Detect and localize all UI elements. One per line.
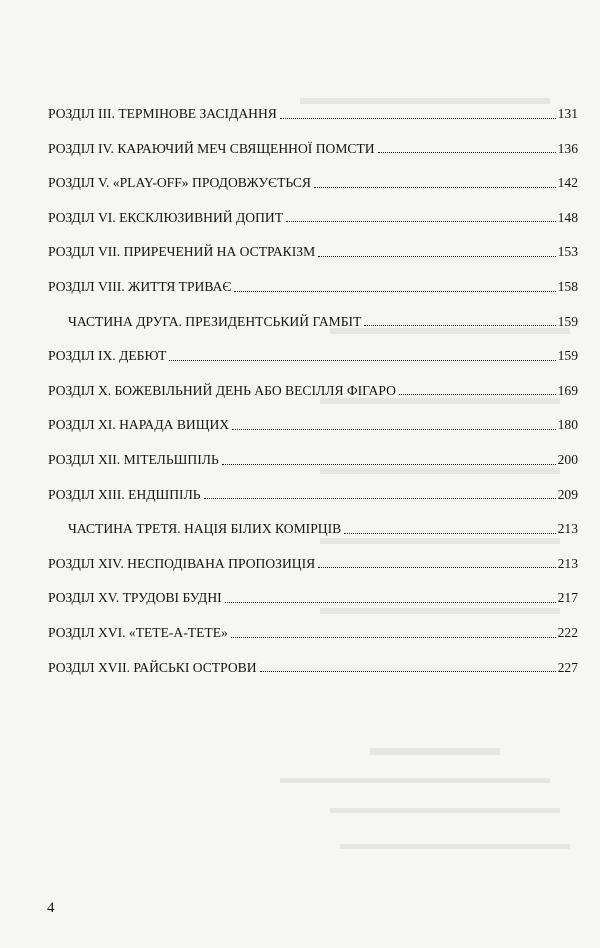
toc-entry <box>48 363 578 398</box>
toc-entry-title: РОЗДІЛ XIV. НЕСПОДІВАНА ПРОПОЗИЦІЯ <box>48 555 316 571</box>
toc-entry-title: РОЗДІЛ XVI. «ТЕТЕ-А-ТЕТЕ» <box>48 624 228 640</box>
toc-entry-title: ЧАСТИНА ТРЕТЯ. НАЦІЯ БІЛИХ КОМІРЦІВ <box>68 521 342 537</box>
dot-leader <box>222 464 556 465</box>
dot-leader <box>280 118 556 119</box>
toc-entry-page: 142 <box>557 175 578 191</box>
toc-entry <box>48 397 578 432</box>
toc-entry <box>48 640 578 675</box>
toc-entry <box>48 86 578 121</box>
toc-entry-title: РОЗДІЛ III. ТЕРМІНОВЕ ЗАСІДАННЯ <box>48 106 277 121</box>
toc-entry-page: 136 <box>557 140 578 156</box>
dot-leader <box>364 325 555 326</box>
toc-part-heading <box>48 294 578 329</box>
toc-part-heading <box>48 501 578 536</box>
toc-entry-page: 158 <box>557 278 578 294</box>
toc-entry-page: 213 <box>557 521 578 537</box>
toc-entry-title: РОЗДІЛ XIII. ЕНДШПІЛЬ <box>48 486 201 502</box>
toc-entry-page: 159 <box>557 313 578 329</box>
dot-leader <box>232 429 556 430</box>
bleed-through-line <box>280 770 550 783</box>
table-of-contents <box>48 86 578 674</box>
bleed-through-line <box>340 836 570 849</box>
toc-entry-title: РОЗДІЛ XII. МІТЕЛЬШПІЛЬ <box>48 451 219 467</box>
toc-entry-title: РОЗДІЛ IV. КАРАЮЧИЙ МЕЧ СВЯЩЕННОЇ ПОМСТИ <box>48 140 375 156</box>
toc-entry <box>48 605 578 640</box>
toc-entry-title: РОЗДІЛ VII. ПРИРЕЧЕНИЙ НА ОСТРАКІЗМ <box>48 244 316 260</box>
toc-entry <box>48 155 578 190</box>
toc-entry <box>48 190 578 225</box>
toc-entry-title: РОЗДІЛ V. «PLAY-OFF» ПРОДОВЖУЄТЬСЯ <box>48 175 311 191</box>
toc-entry-page: 148 <box>557 209 578 225</box>
toc-entry-page: 222 <box>557 624 578 640</box>
toc-entry-page: 200 <box>557 451 578 467</box>
dot-leader <box>286 221 556 222</box>
dot-leader <box>344 533 555 534</box>
bleed-through-line <box>370 740 500 755</box>
bleed-through-line <box>330 800 560 813</box>
page-number: 4 <box>47 900 55 916</box>
dot-leader <box>314 187 556 188</box>
toc-entry-page: 213 <box>557 555 578 571</box>
toc-entry-page: 227 <box>557 659 578 675</box>
toc-entry-title: РОЗДІЛ X. БОЖЕВІЛЬНИЙ ДЕНЬ АБО ВЕСІЛЛЯ ФІГАРО <box>48 382 396 398</box>
toc-entry-title: РОЗДІЛ IX. ДЕБЮТ <box>48 348 167 364</box>
toc-entry <box>48 328 578 363</box>
toc-entry-page: 159 <box>557 348 578 364</box>
toc-entry <box>48 570 578 605</box>
toc-entry <box>48 224 578 259</box>
dot-leader <box>260 671 556 672</box>
dot-leader <box>204 498 556 499</box>
toc-entry-page: 209 <box>557 486 578 502</box>
dot-leader <box>169 360 555 361</box>
toc-entry-page: 131 <box>557 106 578 121</box>
toc-entry-title: ЧАСТИНА ДРУГА. ПРЕЗИДЕНТСЬКИЙ ГАМБІТ <box>68 313 362 329</box>
toc-entry-title: РОЗДІЛ XV. ТРУДОВІ БУДНІ <box>48 590 222 606</box>
toc-entry <box>48 121 578 156</box>
dot-leader <box>318 567 555 568</box>
toc-entry-title: РОЗДІЛ XVII. РАЙСЬКІ ОСТРОВИ <box>48 659 257 675</box>
toc-entry-page: 217 <box>557 590 578 606</box>
toc-entry-title: РОЗДІЛ VI. ЕКСКЛЮЗИВНИЙ ДОПИТ <box>48 209 284 225</box>
dot-leader <box>399 394 556 395</box>
dot-leader <box>318 256 555 257</box>
toc-entry <box>48 432 578 467</box>
dot-leader <box>234 291 555 292</box>
toc-entry <box>48 536 578 571</box>
toc-entry-title: РОЗДІЛ XI. НАРАДА ВИЩИХ <box>48 417 230 433</box>
toc-entry-page: 180 <box>557 417 578 433</box>
dot-leader <box>378 152 556 153</box>
toc-entry-page: 153 <box>557 244 578 260</box>
toc-entry <box>48 467 578 502</box>
dot-leader <box>225 602 556 603</box>
dot-leader <box>231 637 556 638</box>
toc-entry <box>48 259 578 294</box>
toc-entry-page: 169 <box>557 382 578 398</box>
toc-entry-title: РОЗДІЛ VIII. ЖИТТЯ ТРИВАЄ <box>48 278 232 294</box>
